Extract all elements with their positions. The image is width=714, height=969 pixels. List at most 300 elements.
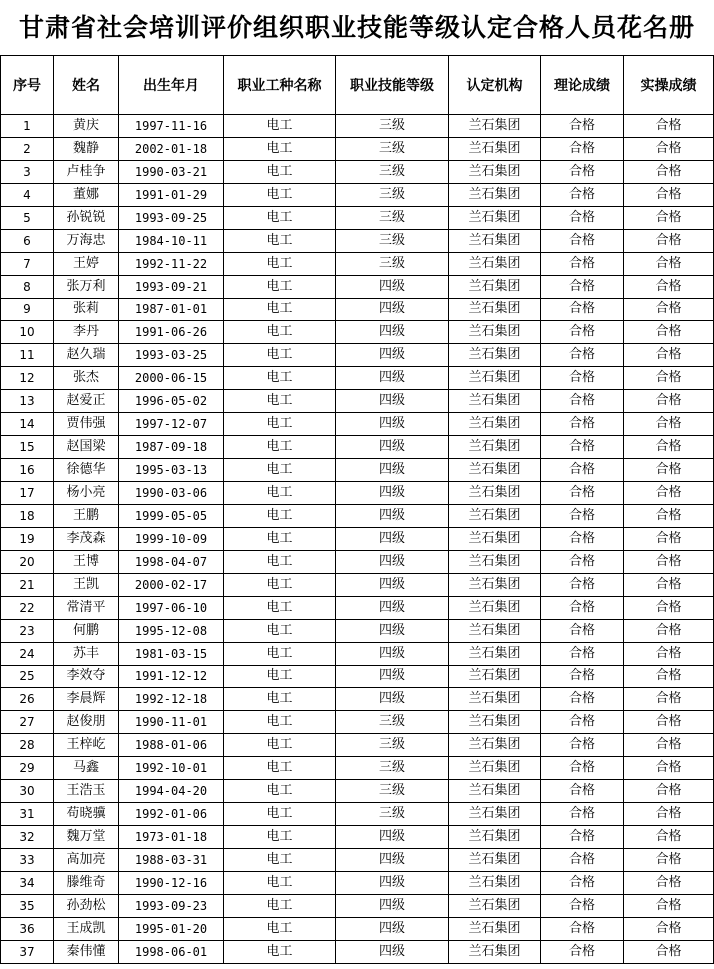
cell-theory-score: 合格 xyxy=(541,527,624,550)
table-row xyxy=(1,917,714,940)
header-cell-birth-date: 出生年月 xyxy=(119,56,224,115)
cell-name: 孙劲松 xyxy=(54,894,119,917)
cell-occupation: 电工 xyxy=(224,160,336,183)
cell-certifier: 兰石集团 xyxy=(449,160,541,183)
cell-theory-score: 合格 xyxy=(541,711,624,734)
cell-skill-level: 四级 xyxy=(336,849,449,872)
cell-certifier: 兰石集团 xyxy=(449,894,541,917)
cell-skill-level: 四级 xyxy=(336,940,449,963)
table-row xyxy=(1,619,714,642)
cell-certifier: 兰石集团 xyxy=(449,527,541,550)
cell-index: 5 xyxy=(1,206,54,229)
cell-practical-score: 合格 xyxy=(624,459,714,482)
cell-practical-score: 合格 xyxy=(624,367,714,390)
cell-occupation: 电工 xyxy=(224,298,336,321)
cell-certifier: 兰石集团 xyxy=(449,550,541,573)
cell-occupation: 电工 xyxy=(224,688,336,711)
cell-occupation: 电工 xyxy=(224,573,336,596)
cell-name: 李效夺 xyxy=(54,665,119,688)
cell-theory-score: 合格 xyxy=(541,504,624,527)
cell-skill-level: 三级 xyxy=(336,780,449,803)
cell-index: 8 xyxy=(1,275,54,298)
header-row xyxy=(1,56,714,115)
cell-birth-date: 1993-09-21 xyxy=(119,275,224,298)
cell-certifier: 兰石集团 xyxy=(449,413,541,436)
cell-skill-level: 三级 xyxy=(336,137,449,160)
cell-occupation: 电工 xyxy=(224,550,336,573)
cell-occupation: 电工 xyxy=(224,871,336,894)
cell-certifier: 兰石集团 xyxy=(449,826,541,849)
cell-index: 29 xyxy=(1,757,54,780)
table-row xyxy=(1,642,714,665)
cell-theory-score: 合格 xyxy=(541,917,624,940)
cell-occupation: 电工 xyxy=(224,344,336,367)
cell-index: 26 xyxy=(1,688,54,711)
cell-skill-level: 四级 xyxy=(336,527,449,550)
cell-birth-date: 1990-03-21 xyxy=(119,160,224,183)
cell-practical-score: 合格 xyxy=(624,917,714,940)
cell-index: 33 xyxy=(1,849,54,872)
cell-birth-date: 1990-11-01 xyxy=(119,711,224,734)
cell-occupation: 电工 xyxy=(224,390,336,413)
cell-skill-level: 四级 xyxy=(336,573,449,596)
cell-occupation: 电工 xyxy=(224,803,336,826)
cell-theory-score: 合格 xyxy=(541,137,624,160)
cell-theory-score: 合格 xyxy=(541,642,624,665)
cell-index: 34 xyxy=(1,871,54,894)
cell-name: 王浩玉 xyxy=(54,780,119,803)
cell-certifier: 兰石集团 xyxy=(449,436,541,459)
cell-index: 32 xyxy=(1,826,54,849)
cell-birth-date: 1997-06-10 xyxy=(119,596,224,619)
cell-skill-level: 四级 xyxy=(336,894,449,917)
cell-practical-score: 合格 xyxy=(624,642,714,665)
cell-occupation: 电工 xyxy=(224,665,336,688)
cell-practical-score: 合格 xyxy=(624,206,714,229)
cell-skill-level: 四级 xyxy=(336,596,449,619)
cell-skill-level: 四级 xyxy=(336,275,449,298)
cell-certifier: 兰石集团 xyxy=(449,734,541,757)
table-row xyxy=(1,849,714,872)
cell-skill-level: 四级 xyxy=(336,688,449,711)
table-row xyxy=(1,527,714,550)
header-cell-skill-level: 职业技能等级 xyxy=(336,56,449,115)
cell-name: 苟晓骥 xyxy=(54,803,119,826)
cell-certifier: 兰石集团 xyxy=(449,780,541,803)
cell-certifier: 兰石集团 xyxy=(449,642,541,665)
table-row xyxy=(1,734,714,757)
header-cell-theory-score: 理论成绩 xyxy=(541,56,624,115)
cell-birth-date: 1993-09-23 xyxy=(119,894,224,917)
cell-practical-score: 合格 xyxy=(624,527,714,550)
cell-certifier: 兰石集团 xyxy=(449,871,541,894)
cell-practical-score: 合格 xyxy=(624,894,714,917)
cell-index: 23 xyxy=(1,619,54,642)
cell-birth-date: 1984-10-11 xyxy=(119,229,224,252)
cell-birth-date: 1990-03-06 xyxy=(119,482,224,505)
cell-skill-level: 四级 xyxy=(336,642,449,665)
cell-name: 魏静 xyxy=(54,137,119,160)
header-cell-certifier: 认定机构 xyxy=(449,56,541,115)
cell-index: 18 xyxy=(1,504,54,527)
cell-index: 31 xyxy=(1,803,54,826)
cell-name: 赵俊朋 xyxy=(54,711,119,734)
cell-index: 19 xyxy=(1,527,54,550)
cell-index: 16 xyxy=(1,459,54,482)
cell-birth-date: 1992-11-22 xyxy=(119,252,224,275)
table-row xyxy=(1,665,714,688)
cell-practical-score: 合格 xyxy=(624,482,714,505)
cell-practical-score: 合格 xyxy=(624,160,714,183)
cell-practical-score: 合格 xyxy=(624,871,714,894)
table-row xyxy=(1,344,714,367)
cell-practical-score: 合格 xyxy=(624,757,714,780)
cell-certifier: 兰石集团 xyxy=(449,917,541,940)
cell-theory-score: 合格 xyxy=(541,894,624,917)
cell-skill-level: 三级 xyxy=(336,711,449,734)
cell-practical-score: 合格 xyxy=(624,711,714,734)
cell-birth-date: 1995-03-13 xyxy=(119,459,224,482)
cell-skill-level: 四级 xyxy=(336,459,449,482)
cell-index: 20 xyxy=(1,550,54,573)
cell-birth-date: 1992-10-01 xyxy=(119,757,224,780)
cell-practical-score: 合格 xyxy=(624,550,714,573)
cell-name: 王凯 xyxy=(54,573,119,596)
cell-skill-level: 四级 xyxy=(336,413,449,436)
cell-birth-date: 1998-04-07 xyxy=(119,550,224,573)
cell-name: 王梓屹 xyxy=(54,734,119,757)
cell-occupation: 电工 xyxy=(224,206,336,229)
cell-certifier: 兰石集团 xyxy=(449,252,541,275)
cell-skill-level: 四级 xyxy=(336,871,449,894)
cell-occupation: 电工 xyxy=(224,734,336,757)
cell-birth-date: 2002-01-18 xyxy=(119,137,224,160)
cell-occupation: 电工 xyxy=(224,275,336,298)
cell-theory-score: 合格 xyxy=(541,550,624,573)
cell-birth-date: 1999-05-05 xyxy=(119,504,224,527)
cell-theory-score: 合格 xyxy=(541,206,624,229)
cell-name: 魏万堂 xyxy=(54,826,119,849)
cell-practical-score: 合格 xyxy=(624,275,714,298)
cell-birth-date: 1991-12-12 xyxy=(119,665,224,688)
cell-name: 何鹏 xyxy=(54,619,119,642)
cell-index: 25 xyxy=(1,665,54,688)
cell-certifier: 兰石集团 xyxy=(449,321,541,344)
cell-certifier: 兰石集团 xyxy=(449,665,541,688)
cell-name: 赵久瑞 xyxy=(54,344,119,367)
cell-theory-score: 合格 xyxy=(541,367,624,390)
cell-theory-score: 合格 xyxy=(541,482,624,505)
cell-birth-date: 1973-01-18 xyxy=(119,826,224,849)
cell-index: 1 xyxy=(1,115,54,138)
cell-name: 秦伟懂 xyxy=(54,940,119,963)
cell-name: 常清平 xyxy=(54,596,119,619)
cell-theory-score: 合格 xyxy=(541,780,624,803)
cell-skill-level: 四级 xyxy=(336,482,449,505)
cell-birth-date: 1999-10-09 xyxy=(119,527,224,550)
table-row xyxy=(1,803,714,826)
cell-occupation: 电工 xyxy=(224,229,336,252)
cell-skill-level: 三级 xyxy=(336,757,449,780)
cell-practical-score: 合格 xyxy=(624,115,714,138)
cell-certifier: 兰石集团 xyxy=(449,482,541,505)
cell-certifier: 兰石集团 xyxy=(449,229,541,252)
cell-name: 黄庆 xyxy=(54,115,119,138)
cell-theory-score: 合格 xyxy=(541,871,624,894)
table-row xyxy=(1,229,714,252)
cell-skill-level: 四级 xyxy=(336,367,449,390)
cell-index: 22 xyxy=(1,596,54,619)
cell-skill-level: 三级 xyxy=(336,229,449,252)
cell-certifier: 兰石集团 xyxy=(449,344,541,367)
cell-theory-score: 合格 xyxy=(541,573,624,596)
cell-skill-level: 四级 xyxy=(336,436,449,459)
cell-name: 张莉 xyxy=(54,298,119,321)
cell-index: 2 xyxy=(1,137,54,160)
table-row xyxy=(1,367,714,390)
cell-occupation: 电工 xyxy=(224,780,336,803)
cell-name: 万海忠 xyxy=(54,229,119,252)
cell-practical-score: 合格 xyxy=(624,780,714,803)
cell-skill-level: 四级 xyxy=(336,321,449,344)
cell-practical-score: 合格 xyxy=(624,321,714,344)
cell-occupation: 电工 xyxy=(224,527,336,550)
cell-occupation: 电工 xyxy=(224,894,336,917)
table-row xyxy=(1,940,714,963)
cell-name: 贾伟强 xyxy=(54,413,119,436)
table-row xyxy=(1,688,714,711)
cell-name: 孙锐锐 xyxy=(54,206,119,229)
table-row xyxy=(1,321,714,344)
cell-occupation: 电工 xyxy=(224,917,336,940)
cell-birth-date: 1988-03-31 xyxy=(119,849,224,872)
cell-index: 37 xyxy=(1,940,54,963)
cell-theory-score: 合格 xyxy=(541,321,624,344)
cell-occupation: 电工 xyxy=(224,367,336,390)
cell-name: 滕维奇 xyxy=(54,871,119,894)
cell-practical-score: 合格 xyxy=(624,390,714,413)
header-cell-index: 序号 xyxy=(1,56,54,115)
table-row xyxy=(1,137,714,160)
cell-birth-date: 2000-06-15 xyxy=(119,367,224,390)
cell-index: 7 xyxy=(1,252,54,275)
cell-occupation: 电工 xyxy=(224,436,336,459)
cell-index: 27 xyxy=(1,711,54,734)
cell-index: 10 xyxy=(1,321,54,344)
table-row xyxy=(1,894,714,917)
cell-theory-score: 合格 xyxy=(541,252,624,275)
cell-occupation: 电工 xyxy=(224,711,336,734)
cell-practical-score: 合格 xyxy=(624,229,714,252)
cell-certifier: 兰石集团 xyxy=(449,390,541,413)
cell-occupation: 电工 xyxy=(224,137,336,160)
cell-index: 11 xyxy=(1,344,54,367)
cell-birth-date: 2000-02-17 xyxy=(119,573,224,596)
cell-name: 王博 xyxy=(54,550,119,573)
cell-theory-score: 合格 xyxy=(541,229,624,252)
table-row xyxy=(1,298,714,321)
cell-name: 李晨辉 xyxy=(54,688,119,711)
cell-skill-level: 三级 xyxy=(336,115,449,138)
cell-practical-score: 合格 xyxy=(624,298,714,321)
cell-occupation: 电工 xyxy=(224,849,336,872)
cell-name: 徐德华 xyxy=(54,459,119,482)
cell-name: 王鹏 xyxy=(54,504,119,527)
cell-skill-level: 三级 xyxy=(336,183,449,206)
cell-skill-level: 三级 xyxy=(336,252,449,275)
cell-practical-score: 合格 xyxy=(624,826,714,849)
cell-certifier: 兰石集团 xyxy=(449,803,541,826)
cell-birth-date: 1995-01-20 xyxy=(119,917,224,940)
cell-occupation: 电工 xyxy=(224,642,336,665)
cell-index: 15 xyxy=(1,436,54,459)
cell-birth-date: 1996-05-02 xyxy=(119,390,224,413)
cell-index: 35 xyxy=(1,894,54,917)
cell-practical-score: 合格 xyxy=(624,573,714,596)
table-row xyxy=(1,436,714,459)
cell-certifier: 兰石集团 xyxy=(449,367,541,390)
cell-certifier: 兰石集团 xyxy=(449,940,541,963)
cell-theory-score: 合格 xyxy=(541,160,624,183)
table-row xyxy=(1,115,714,138)
cell-name: 王成凯 xyxy=(54,917,119,940)
cell-name: 李丹 xyxy=(54,321,119,344)
header-cell-occupation: 职业工种名称 xyxy=(224,56,336,115)
cell-index: 17 xyxy=(1,482,54,505)
cell-practical-score: 合格 xyxy=(624,803,714,826)
cell-theory-score: 合格 xyxy=(541,688,624,711)
table-row xyxy=(1,413,714,436)
cell-practical-score: 合格 xyxy=(624,504,714,527)
cell-name: 董娜 xyxy=(54,183,119,206)
cell-certifier: 兰石集团 xyxy=(449,137,541,160)
cell-name: 张万利 xyxy=(54,275,119,298)
table-row xyxy=(1,550,714,573)
cell-practical-score: 合格 xyxy=(624,940,714,963)
cell-theory-score: 合格 xyxy=(541,459,624,482)
cell-practical-score: 合格 xyxy=(624,665,714,688)
cell-theory-score: 合格 xyxy=(541,619,624,642)
cell-birth-date: 1991-06-26 xyxy=(119,321,224,344)
cell-index: 12 xyxy=(1,367,54,390)
cell-skill-level: 四级 xyxy=(336,344,449,367)
cell-theory-score: 合格 xyxy=(541,436,624,459)
cell-skill-level: 四级 xyxy=(336,550,449,573)
cell-skill-level: 四级 xyxy=(336,917,449,940)
cell-certifier: 兰石集团 xyxy=(449,183,541,206)
cell-name: 王婷 xyxy=(54,252,119,275)
cell-birth-date: 1993-03-25 xyxy=(119,344,224,367)
cell-birth-date: 1997-12-07 xyxy=(119,413,224,436)
cell-theory-score: 合格 xyxy=(541,849,624,872)
cell-certifier: 兰石集团 xyxy=(449,849,541,872)
cell-index: 21 xyxy=(1,573,54,596)
cell-practical-score: 合格 xyxy=(624,183,714,206)
cell-index: 24 xyxy=(1,642,54,665)
cell-theory-score: 合格 xyxy=(541,665,624,688)
cell-certifier: 兰石集团 xyxy=(449,757,541,780)
cell-theory-score: 合格 xyxy=(541,298,624,321)
cell-occupation: 电工 xyxy=(224,826,336,849)
cell-skill-level: 四级 xyxy=(336,504,449,527)
cell-skill-level: 四级 xyxy=(336,298,449,321)
table-row xyxy=(1,711,714,734)
cell-index: 9 xyxy=(1,298,54,321)
cell-practical-score: 合格 xyxy=(624,436,714,459)
cell-theory-score: 合格 xyxy=(541,413,624,436)
cell-skill-level: 四级 xyxy=(336,665,449,688)
table-row xyxy=(1,757,714,780)
cell-birth-date: 1988-01-06 xyxy=(119,734,224,757)
cell-birth-date: 1995-12-08 xyxy=(119,619,224,642)
cell-index: 3 xyxy=(1,160,54,183)
cell-practical-score: 合格 xyxy=(624,344,714,367)
cell-certifier: 兰石集团 xyxy=(449,275,541,298)
cell-practical-score: 合格 xyxy=(624,413,714,436)
cell-practical-score: 合格 xyxy=(624,734,714,757)
cell-occupation: 电工 xyxy=(224,413,336,436)
cell-skill-level: 三级 xyxy=(336,206,449,229)
cell-name: 高加亮 xyxy=(54,849,119,872)
cell-birth-date: 1993-09-25 xyxy=(119,206,224,229)
cell-name: 赵爱正 xyxy=(54,390,119,413)
table-row xyxy=(1,871,714,894)
table-row xyxy=(1,183,714,206)
header-cell-practical-score: 实操成绩 xyxy=(624,56,714,115)
cell-birth-date: 1987-01-01 xyxy=(119,298,224,321)
roster-table xyxy=(0,56,714,964)
cell-practical-score: 合格 xyxy=(624,252,714,275)
cell-birth-date: 1994-04-20 xyxy=(119,780,224,803)
cell-index: 30 xyxy=(1,780,54,803)
cell-certifier: 兰石集团 xyxy=(449,573,541,596)
cell-birth-date: 1997-11-16 xyxy=(119,115,224,138)
cell-occupation: 电工 xyxy=(224,482,336,505)
cell-certifier: 兰石集团 xyxy=(449,504,541,527)
cell-occupation: 电工 xyxy=(224,940,336,963)
cell-birth-date: 1992-12-18 xyxy=(119,688,224,711)
cell-certifier: 兰石集团 xyxy=(449,596,541,619)
cell-index: 36 xyxy=(1,917,54,940)
cell-index: 4 xyxy=(1,183,54,206)
roster-title: 甘肃省社会培训评价组织职业技能等级认定合格人员花名册 xyxy=(0,0,714,56)
cell-theory-score: 合格 xyxy=(541,390,624,413)
cell-theory-score: 合格 xyxy=(541,940,624,963)
table-row xyxy=(1,206,714,229)
cell-theory-score: 合格 xyxy=(541,803,624,826)
cell-certifier: 兰石集团 xyxy=(449,619,541,642)
cell-occupation: 电工 xyxy=(224,619,336,642)
cell-skill-level: 四级 xyxy=(336,619,449,642)
cell-index: 6 xyxy=(1,229,54,252)
cell-index: 14 xyxy=(1,413,54,436)
cell-certifier: 兰石集团 xyxy=(449,206,541,229)
table-row xyxy=(1,482,714,505)
cell-occupation: 电工 xyxy=(224,252,336,275)
cell-skill-level: 三级 xyxy=(336,803,449,826)
table-row xyxy=(1,826,714,849)
cell-theory-score: 合格 xyxy=(541,115,624,138)
cell-certifier: 兰石集团 xyxy=(449,459,541,482)
cell-birth-date: 1981-03-15 xyxy=(119,642,224,665)
cell-certifier: 兰石集团 xyxy=(449,115,541,138)
cell-birth-date: 1992-01-06 xyxy=(119,803,224,826)
cell-practical-score: 合格 xyxy=(624,596,714,619)
cell-name: 张杰 xyxy=(54,367,119,390)
cell-theory-score: 合格 xyxy=(541,183,624,206)
cell-name: 杨小亮 xyxy=(54,482,119,505)
cell-name: 李茂森 xyxy=(54,527,119,550)
